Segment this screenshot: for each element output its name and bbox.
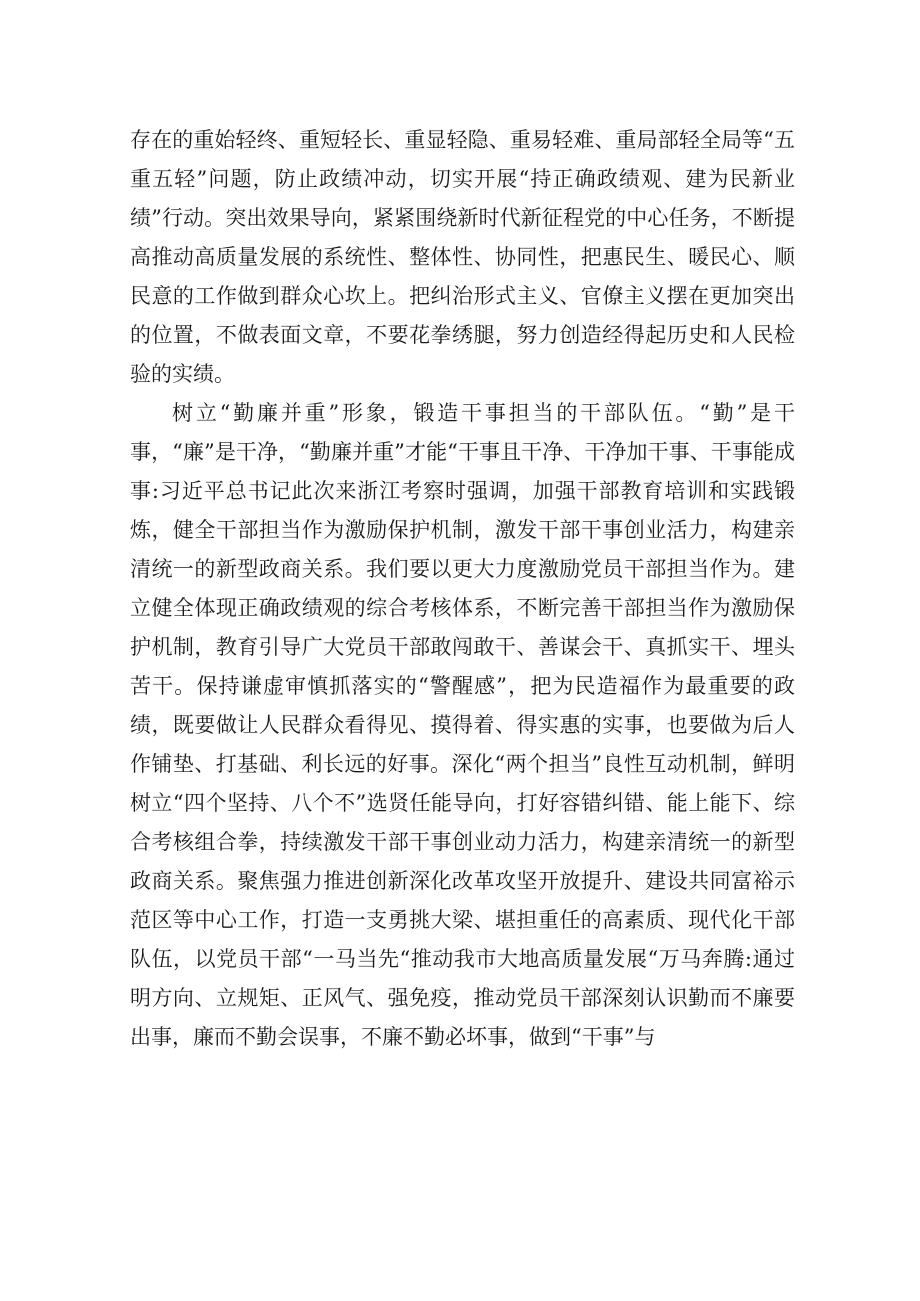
paragraph-diligence-integrity: 树立“勤廉并重”形象，锻造干事担当的干部队伍。“勤”是干事，“廉”是干净，“勤廉并重”才能“干事且干净、干净加干事、干事能成事:习近平总书记此次来浙江考察时强调，加强干部教育培训和实践锻炼，健全干部担当作为激励保护机制，激发干部干事创业活力，构建亲清统一的新型政商关系。我们要以更大力度激励党员干部担当作为。建立健全体现正确政绩观的综合考核体系，不断完善干部担当作为激励保护机制，教育引导广大党员干部敢闯敢干、善谋会干、真抓实干、埋头苦干。保持谦虚审慎抓落实的“警醒感”，把为民造福作为最重要的政绩，既要做让人民群众看得见、摸得着、得实惠的实事，也要做为后人作铺垫、打基础、利长远的好事。深化“两个担当”良性互动机制，鲜明树立“四个坚持、八个不”选贤任能导向，打好容错纠错、能上能下、综合考核组合拳，持续激发干部干事创业动力活力，构建亲清统一的新型政商关系。聚焦强力推进创新深化改革攻坚开放提升、建设共同富裕示范区等中心工作，打造一支勇挑大梁、堪担重任的高素质、现代化干部队伍，以党员干部“一马当先“推动我市大地高质量发展“万马奔腾:通过明方向、立规矩、正风气、强免疫，推动党员干部深刻认识勤而不廉要出事，廉而不勤会误事，不廉不勤必坏事，做到“干事”与 (130, 401, 795, 1049)
paragraph-continuation: 存在的重始轻终、重短轻长、重显轻隐、重易轻难、重局部轻全局等“五重五轻”问题，防止政绩冲动，切实开展“持正确政绩观、建为民新业绩”行动。突出效果导向，紧紧围绕新时代新征程党的中心任务，不断提高推动高质量发展的系统性、整体性、协同性，把惠民生、暖民心、顺民意的工作做到群众心坎上。把纠治形式主义、官僚主义摆在更加突出的位置，不做表面文章，不要花拳绣腿，努力创造经得起历史和人民检验的实绩。 (130, 128, 795, 386)
document-body (130, 121, 795, 1057)
